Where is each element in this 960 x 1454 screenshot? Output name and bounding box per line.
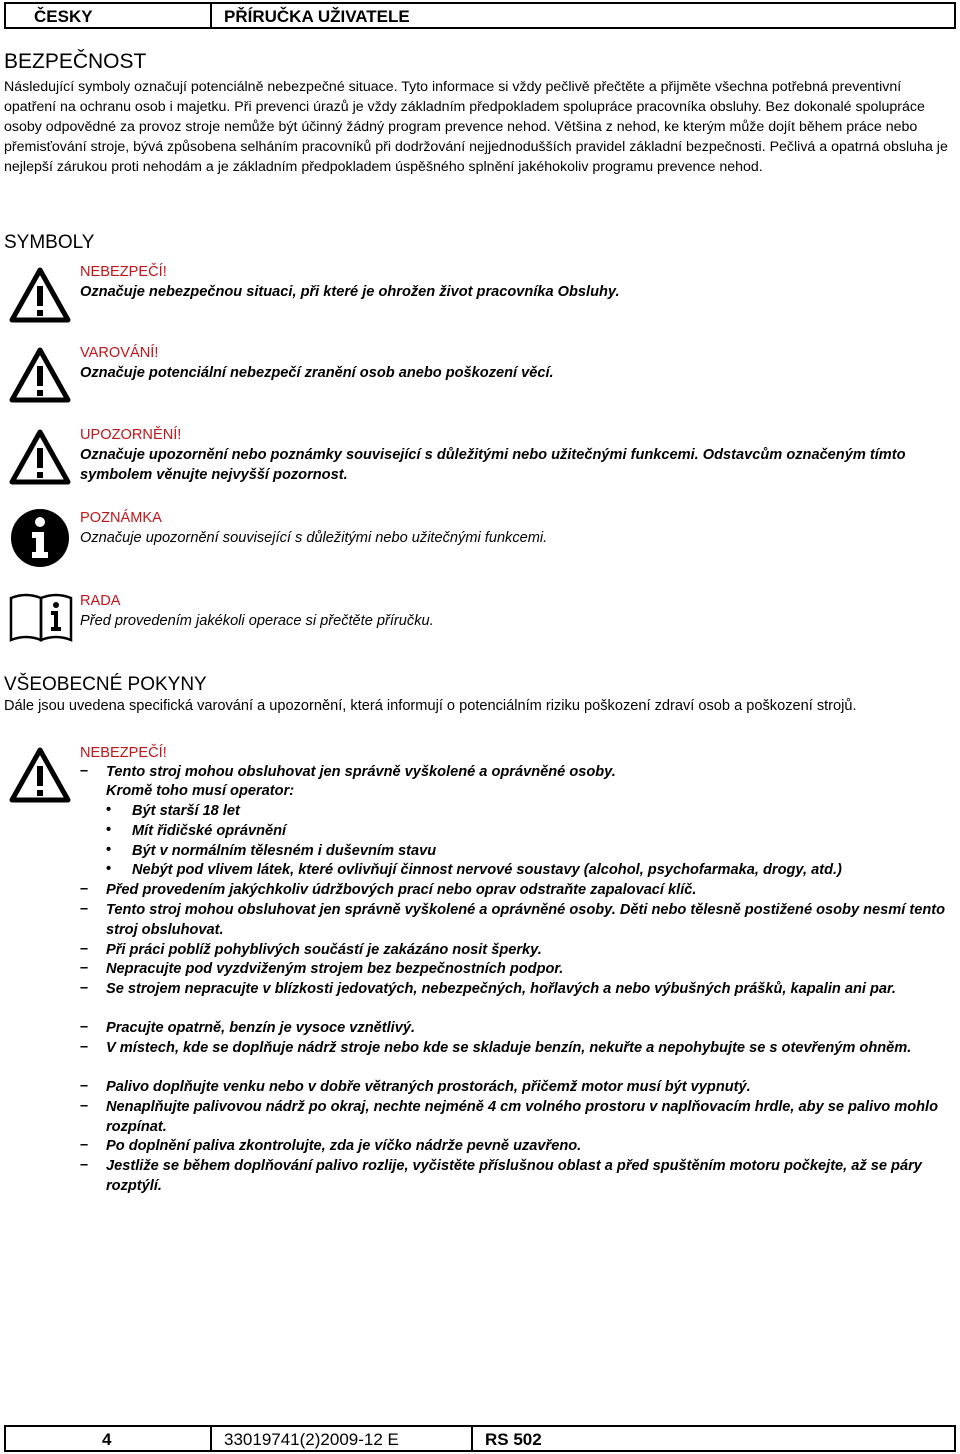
bullet-item: Mít řidičské oprávnění	[132, 823, 287, 839]
list-dash: –	[80, 901, 89, 917]
warning-title: VAROVÁNÍ!	[80, 345, 159, 361]
warning-triangle-icon	[8, 346, 72, 404]
list-item: Pracujte opatrně, benzín je vysoce vznětlivý.	[106, 1020, 416, 1036]
list-dash: –	[80, 1098, 89, 1114]
bullet: •	[106, 842, 112, 858]
list-dash: –	[80, 1157, 89, 1173]
page-header	[4, 2, 956, 29]
manual-book-icon	[8, 590, 74, 644]
footer-model: RS 502	[485, 1430, 542, 1449]
bullet-item: Nebýt pod vlivem látek, které ovlivňují činnost nervové soustavy (alcohol, psychofarmaka, drogy, atd.)	[132, 862, 842, 878]
symbols-heading: SYMBOLY	[4, 232, 95, 253]
list-dash: –	[80, 941, 89, 957]
list-dash: –	[80, 1137, 89, 1153]
footer-page-number: 4	[6, 1427, 212, 1450]
danger-title: NEBEZPEČÍ!	[80, 264, 167, 280]
bullet: •	[106, 802, 112, 818]
list-item: Tento stroj mohou obsluhovat jen správně vyškolené a oprávněné osoby.	[106, 764, 616, 780]
caution-title: UPOZORNĚNÍ!	[80, 427, 182, 443]
bullet-item: Být v normálním tělesném i duševním stavu	[132, 843, 437, 859]
bullet: •	[106, 822, 112, 838]
general-danger-title: NEBEZPEČÍ!	[80, 745, 167, 761]
list-dash: –	[80, 1019, 89, 1035]
header-language: ČESKY	[6, 4, 212, 27]
note-title: POZNÁMKA	[80, 510, 162, 526]
symbol-caution	[80, 425, 950, 485]
page-footer	[4, 1425, 956, 1452]
general-intro: Dále jsou uvedena specifická varování a upozornění, která informují o potenciálním riziku poškození zdraví osob a poškození strojů.	[4, 698, 857, 714]
list-dash: –	[80, 881, 89, 897]
general-heading: VŠEOBECNÉ POKYNY	[4, 674, 207, 695]
symbol-tip	[80, 591, 950, 631]
list-dash: –	[80, 1078, 89, 1094]
tip-text: Před provedením jakékoli operace si přečtěte příručku.	[80, 613, 434, 629]
list-item: Jestliže se během doplňování palivo rozlije, vyčistěte příslušnou oblast a před spuštěním motoru počkejte, až se páry rozptýlí.	[106, 1158, 922, 1194]
list-item: Po doplnění paliva zkontrolujte, zda je víčko nádrže pevně uzavřeno.	[106, 1138, 582, 1154]
list-dash: –	[80, 980, 89, 996]
warning-triangle-icon	[8, 746, 72, 804]
list-item: Nenaplňujte palivovou nádrž po okraj, nechte nejméně 4 cm volného prostoru v naplňovacím hrdle, aby se palivo mohlo rozpínat.	[106, 1099, 939, 1135]
safety-paragraph: Následující symboly označují potenciálně nebezpečné situace. Tyto informace si vždy pečlivě přečtěte a přijměte všechna potřebná preventivní opatření na ochranu osob i majetku. Při prevenci úrazů je vždy základním předpokladem spolupráce pracovníka obsluhy. Bez dokonalé spolupráce osoby odpovědné za provoz stroje nemůže být účinný žádný program prevence nehod. Většina z nehod, ke kterým může dojít během práce nebo přemisťování stroje, bývá způsobena selháním pracovníků při dodržování nejjednodušších pravidel základní bezpečnosti. Pečlivá a opatrná obsluha je nejlepší zárukou proti nehodám a je základním předpokladem úspěšného splnění jakéhokoliv programu prevence nehod.	[4, 79, 948, 175]
symbol-danger	[80, 262, 950, 302]
info-circle-icon	[10, 508, 70, 568]
symbol-note	[80, 508, 950, 548]
list-dash: –	[80, 1039, 89, 1055]
list-item-sub: Kromě toho musí operator:	[106, 783, 295, 799]
bullet-item: Být starší 18 let	[132, 803, 240, 819]
warning-triangle-icon	[8, 428, 72, 486]
list-item: Tento stroj mohou obsluhovat jen správně vyškolené a oprávněné osoby. Děti nebo tělesně postižené osoby nesmí tento stroj obsluhovat.	[106, 902, 946, 938]
list-item: Se strojem nepracujte v blízkosti jedovatých, nebezpečných, hořlavých a nebo výbušných prášků, kapalin ani par.	[106, 981, 896, 997]
list-item: Palivo doplňujte venku nebo v dobře větraných prostorách, přičemž motor musí být vypnutý.	[106, 1079, 751, 1095]
caution-text: Označuje upozornění nebo poznámky související s důležitými nebo užitečnými funkcemi. Odstavcům označeným tímto symbolem věnujte nejvyšší pozornost.	[80, 447, 906, 483]
list-item: Nepracujte pod vyzdviženým strojem bez bezpečnostních podpor.	[106, 961, 564, 977]
danger-text: Označuje nebezpečnou situaci, při které je ohrožen život pracovníka Obsluhy.	[80, 284, 620, 300]
warning-triangle-icon	[8, 266, 72, 324]
list-item: V místech, kde se doplňuje nádrž stroje nebo kde se skladuje benzín, nekuřte a nepohybujte se s otevřeným ohněm.	[106, 1040, 912, 1056]
header-title: PŘÍRUČKA UŽIVATELE	[224, 7, 410, 26]
bullet: •	[106, 861, 112, 877]
safety-heading: BEZPEČNOST	[4, 50, 147, 73]
footer-doc-number: 33019741(2)2009-12 E	[212, 1427, 473, 1450]
symbol-warning	[80, 343, 950, 383]
warning-text: Označuje potenciální nebezpečí zranění osob anebo poškození věcí.	[80, 365, 554, 381]
list-dash: –	[80, 960, 89, 976]
list-item: Při práci poblíž pohyblivých součástí je zakázáno nosit šperky.	[106, 942, 542, 958]
note-text: Označuje upozornění související s důležitými nebo užitečnými funkcemi.	[80, 530, 548, 546]
tip-title: RADA	[80, 593, 121, 609]
list-item: Před provedením jakýchkoliv údržbových prací nebo oprav odstraňte zapalovací klíč.	[106, 882, 697, 898]
list-dash: –	[80, 763, 89, 779]
